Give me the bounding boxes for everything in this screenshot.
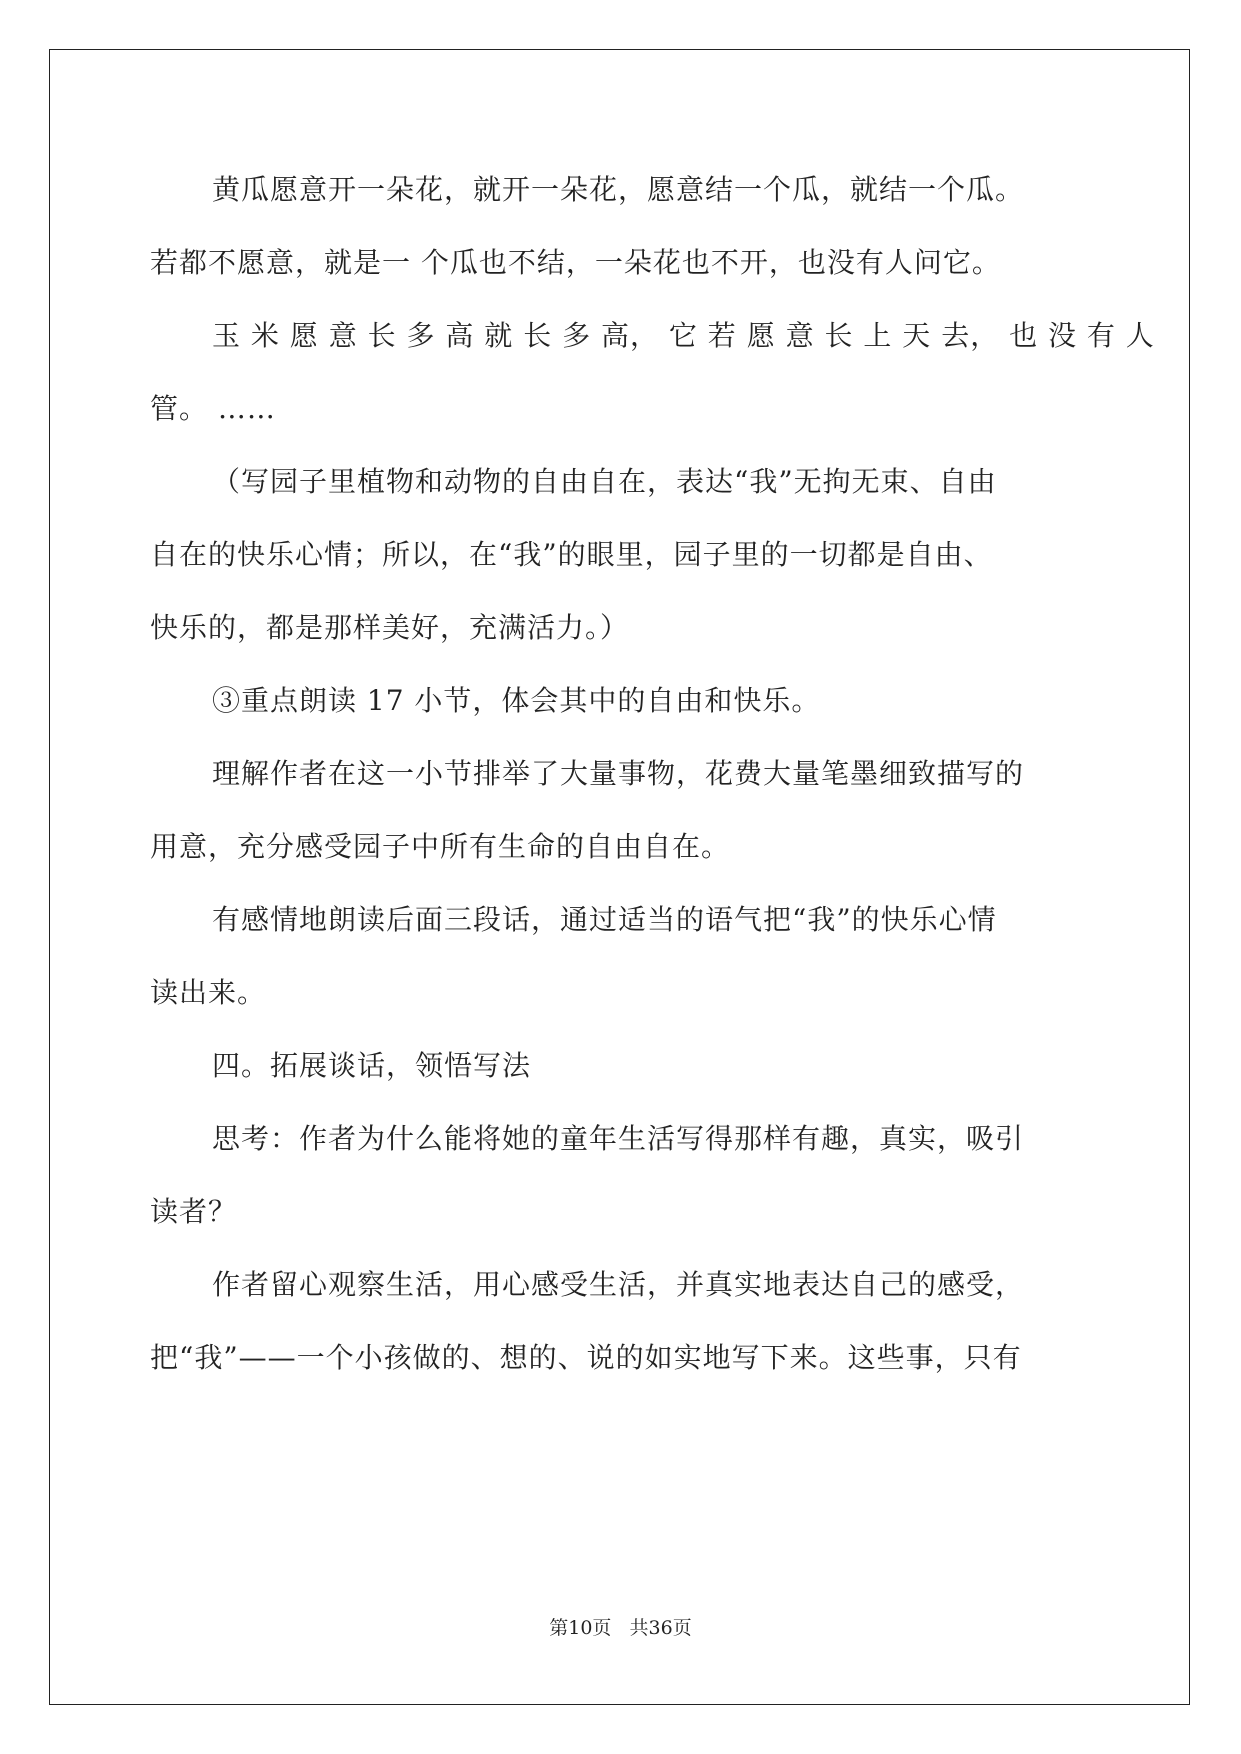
text-line-7: 快乐的，都是那样美好，充满活力。） <box>150 611 630 644</box>
section-heading: 四。拓展谈话，领悟写法 <box>212 1049 532 1082</box>
text-line-6: 自在的快乐心情；所以，在“我”的眼里，园子里的一切都是自由、 <box>150 538 993 571</box>
text-line-5: （写园子里植物和动物的自由自在，表达“我”无拘无束、自由 <box>212 465 997 498</box>
page-number-footer: 第10页 共36页 <box>549 1617 692 1639</box>
text-line-15: 读者？ <box>150 1195 238 1228</box>
text-line-4: 管。 …… <box>150 392 276 425</box>
text-line-3: 玉 米 愿 意 长 多 高 就 长 多 高， 它 若 愿 意 长 上 天 去， 也 没 有 人 <box>212 319 1155 352</box>
text-line-14: 思考：作者为什么能将她的童年生活写得那样有趣，真实，吸引 <box>212 1122 1025 1155</box>
text-line-1: 黄瓜愿意开一朵花，就开一朵花，愿意结一个瓜，就结一个瓜。 <box>212 173 1025 206</box>
text-line-8: ③重点朗读 17 小节，体会其中的自由和快乐。 <box>212 684 821 717</box>
text-line-16: 作者留心观察生活，用心感受生活，并真实地表达自己的感受， <box>212 1268 1025 1301</box>
text-line-10: 用意，充分感受园子中所有生命的自由自在。 <box>150 830 731 863</box>
text-line-17: 把“我”——一个小孩做的、想的、说的如实地写下来。这些事，只有 <box>150 1341 1022 1374</box>
text-line-9: 理解作者在这一小节排举了大量事物，花费大量笔墨细致描写的 <box>212 757 1025 790</box>
text-line-2: 若都不愿意，就是一 个瓜也不结，一朵花也不开，也没有人问它。 <box>150 246 1001 279</box>
text-line-12: 读出来。 <box>150 976 267 1009</box>
page-border <box>49 49 1190 1705</box>
text-line-11: 有感情地朗读后面三段话，通过适当的语气把“我”的快乐心情 <box>212 903 997 936</box>
